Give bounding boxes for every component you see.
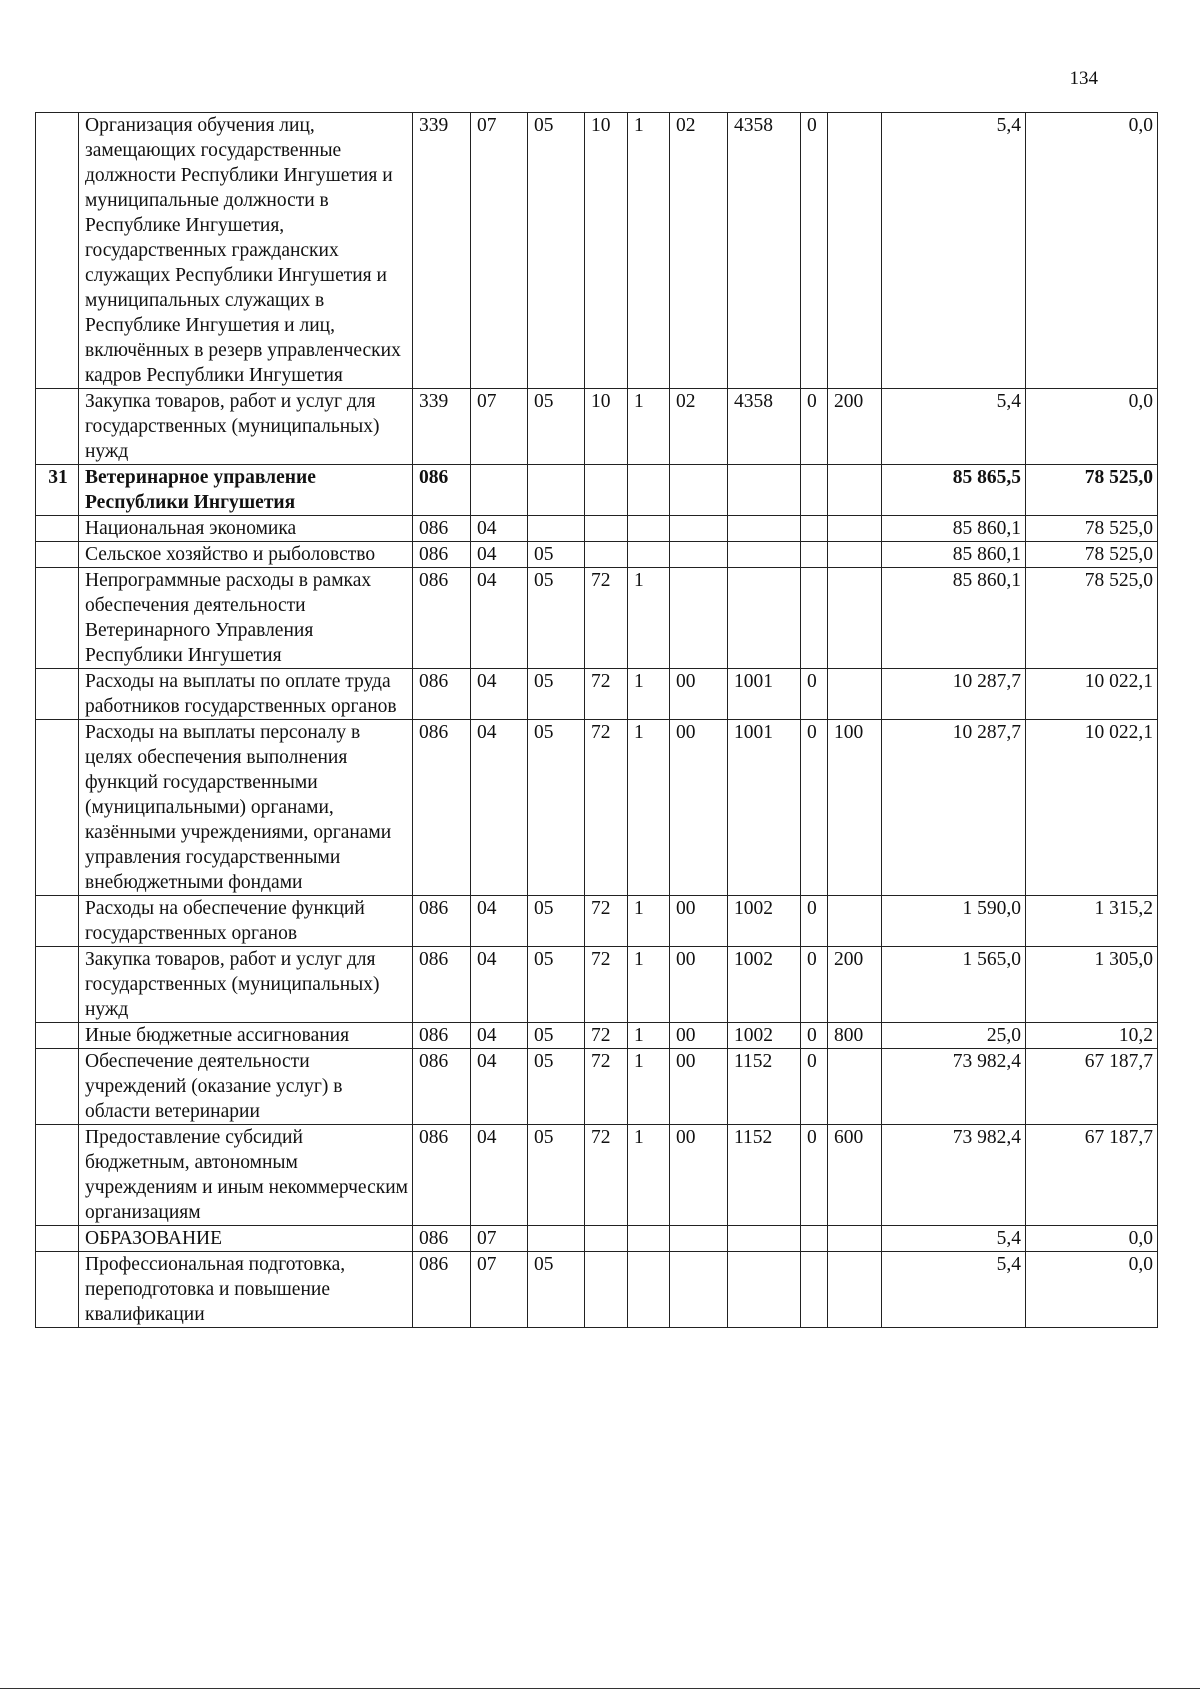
code-subprogram: 1 bbox=[628, 568, 670, 669]
row-index bbox=[36, 947, 79, 1023]
code-subsection: 05 bbox=[528, 1125, 585, 1226]
code-section: 07 bbox=[471, 1226, 528, 1252]
row-index bbox=[36, 669, 79, 720]
row-name: Сельское хозяйство и рыболовство bbox=[79, 542, 413, 568]
code-program: 10 bbox=[585, 113, 628, 389]
code-activity: 00 bbox=[670, 720, 728, 896]
row-index bbox=[36, 568, 79, 669]
code-expense-type: 600 bbox=[828, 1125, 882, 1226]
code-direction: 4358 bbox=[728, 389, 801, 465]
code-digit: 0 bbox=[801, 389, 828, 465]
code-expense-type: 100 bbox=[828, 720, 882, 896]
row-index bbox=[36, 720, 79, 896]
row-index bbox=[36, 1049, 79, 1125]
code-program: 72 bbox=[585, 1049, 628, 1125]
value-actual: 1 315,2 bbox=[1026, 896, 1158, 947]
code-subprogram: 1 bbox=[628, 896, 670, 947]
code-ministry: 086 bbox=[413, 1125, 471, 1226]
code-activity bbox=[670, 568, 728, 669]
code-direction: 1002 bbox=[728, 1023, 801, 1049]
value-actual: 67 187,7 bbox=[1026, 1125, 1158, 1226]
code-activity: 00 bbox=[670, 896, 728, 947]
code-expense-type: 800 bbox=[828, 1023, 882, 1049]
code-program bbox=[585, 465, 628, 516]
table-row bbox=[36, 896, 1158, 947]
value-plan: 1 565,0 bbox=[882, 947, 1026, 1023]
code-section: 04 bbox=[471, 896, 528, 947]
code-program bbox=[585, 516, 628, 542]
value-plan: 5,4 bbox=[882, 1226, 1026, 1252]
code-expense-type bbox=[828, 669, 882, 720]
code-program: 72 bbox=[585, 896, 628, 947]
row-name: Профессиональная подготовка, переподготовка и повышение квалификации bbox=[79, 1252, 413, 1328]
code-activity bbox=[670, 542, 728, 568]
code-section: 04 bbox=[471, 1049, 528, 1125]
code-ministry: 086 bbox=[413, 542, 471, 568]
code-activity: 00 bbox=[670, 1049, 728, 1125]
code-section: 07 bbox=[471, 113, 528, 389]
code-subsection: 05 bbox=[528, 669, 585, 720]
code-section: 04 bbox=[471, 669, 528, 720]
code-direction bbox=[728, 542, 801, 568]
table-row bbox=[36, 465, 1158, 516]
code-ministry: 339 bbox=[413, 389, 471, 465]
table-row bbox=[36, 1049, 1158, 1125]
value-actual: 0,0 bbox=[1026, 113, 1158, 389]
code-expense-type bbox=[828, 1226, 882, 1252]
code-program bbox=[585, 542, 628, 568]
value-plan: 73 982,4 bbox=[882, 1125, 1026, 1226]
code-ministry: 086 bbox=[413, 669, 471, 720]
code-subprogram: 1 bbox=[628, 1023, 670, 1049]
code-digit: 0 bbox=[801, 1125, 828, 1226]
row-name: Расходы на выплаты персоналу в целях обеспечения выполнения функций государственными (муниципальными) органами, казёнными учреждениями, органами управления государственными внебюджетными фондами bbox=[79, 720, 413, 896]
code-activity bbox=[670, 516, 728, 542]
code-subprogram bbox=[628, 516, 670, 542]
code-ministry: 086 bbox=[413, 465, 471, 516]
code-activity bbox=[670, 465, 728, 516]
table-body bbox=[36, 113, 1158, 1328]
code-program: 72 bbox=[585, 669, 628, 720]
value-plan: 85 860,1 bbox=[882, 568, 1026, 669]
code-activity bbox=[670, 1226, 728, 1252]
code-section: 04 bbox=[471, 1023, 528, 1049]
code-direction bbox=[728, 465, 801, 516]
code-subsection: 05 bbox=[528, 1252, 585, 1328]
code-ministry: 086 bbox=[413, 947, 471, 1023]
code-digit: 0 bbox=[801, 1049, 828, 1125]
code-program: 10 bbox=[585, 389, 628, 465]
code-subprogram: 1 bbox=[628, 947, 670, 1023]
code-subsection: 05 bbox=[528, 113, 585, 389]
code-digit bbox=[801, 1252, 828, 1328]
row-name: Иные бюджетные ассигнования bbox=[79, 1023, 413, 1049]
value-plan: 73 982,4 bbox=[882, 1049, 1026, 1125]
row-name: Расходы на выплаты по оплате труда работников государственных органов bbox=[79, 669, 413, 720]
code-section: 07 bbox=[471, 1252, 528, 1328]
row-name: Расходы на обеспечение функций государственных органов bbox=[79, 896, 413, 947]
code-subsection bbox=[528, 1226, 585, 1252]
value-plan: 5,4 bbox=[882, 1252, 1026, 1328]
code-activity: 00 bbox=[670, 1125, 728, 1226]
code-digit bbox=[801, 542, 828, 568]
value-actual: 1 305,0 bbox=[1026, 947, 1158, 1023]
table-row bbox=[36, 516, 1158, 542]
row-index bbox=[36, 113, 79, 389]
code-ministry: 086 bbox=[413, 1226, 471, 1252]
code-section: 04 bbox=[471, 1125, 528, 1226]
code-direction bbox=[728, 1226, 801, 1252]
code-section bbox=[471, 465, 528, 516]
code-subsection: 05 bbox=[528, 1023, 585, 1049]
code-activity: 02 bbox=[670, 113, 728, 389]
code-direction: 1002 bbox=[728, 947, 801, 1023]
code-digit: 0 bbox=[801, 720, 828, 896]
code-digit: 0 bbox=[801, 669, 828, 720]
code-subsection: 05 bbox=[528, 947, 585, 1023]
code-program: 72 bbox=[585, 947, 628, 1023]
row-name: ОБРАЗОВАНИЕ bbox=[79, 1226, 413, 1252]
value-actual: 78 525,0 bbox=[1026, 465, 1158, 516]
code-section: 04 bbox=[471, 720, 528, 896]
code-activity: 02 bbox=[670, 389, 728, 465]
code-expense-type bbox=[828, 113, 882, 389]
value-actual: 10 022,1 bbox=[1026, 720, 1158, 896]
code-ministry: 339 bbox=[413, 113, 471, 389]
row-name: Непрограммные расходы в рамках обеспечения деятельности Ветеринарного Управления Республики Ингушетия bbox=[79, 568, 413, 669]
value-plan: 1 590,0 bbox=[882, 896, 1026, 947]
code-subprogram: 1 bbox=[628, 113, 670, 389]
code-subprogram: 1 bbox=[628, 389, 670, 465]
code-section: 04 bbox=[471, 542, 528, 568]
code-subprogram bbox=[628, 542, 670, 568]
code-program: 72 bbox=[585, 720, 628, 896]
value-actual: 10 022,1 bbox=[1026, 669, 1158, 720]
code-direction: 1001 bbox=[728, 669, 801, 720]
table-row bbox=[36, 389, 1158, 465]
code-subprogram bbox=[628, 1252, 670, 1328]
code-program: 72 bbox=[585, 1023, 628, 1049]
table-row bbox=[36, 947, 1158, 1023]
code-expense-type bbox=[828, 465, 882, 516]
row-name: Предоставление субсидий бюджетным, автономным учреждениям и иным некоммерческим организациям bbox=[79, 1125, 413, 1226]
value-actual: 78 525,0 bbox=[1026, 542, 1158, 568]
code-ministry: 086 bbox=[413, 1023, 471, 1049]
row-index bbox=[36, 1023, 79, 1049]
code-activity: 00 bbox=[670, 1023, 728, 1049]
code-section: 04 bbox=[471, 568, 528, 669]
code-expense-type bbox=[828, 516, 882, 542]
code-subprogram bbox=[628, 1226, 670, 1252]
code-direction: 1001 bbox=[728, 720, 801, 896]
table-row bbox=[36, 542, 1158, 568]
code-digit: 0 bbox=[801, 896, 828, 947]
budget-table bbox=[35, 112, 1158, 1328]
table-row bbox=[36, 1226, 1158, 1252]
value-actual: 10,2 bbox=[1026, 1023, 1158, 1049]
code-subsection: 05 bbox=[528, 1049, 585, 1125]
table-row bbox=[36, 669, 1158, 720]
code-expense-type: 200 bbox=[828, 947, 882, 1023]
code-direction: 1152 bbox=[728, 1049, 801, 1125]
code-section: 07 bbox=[471, 389, 528, 465]
value-plan: 5,4 bbox=[882, 389, 1026, 465]
code-program: 72 bbox=[585, 1125, 628, 1226]
row-index bbox=[36, 1125, 79, 1226]
value-actual: 0,0 bbox=[1026, 389, 1158, 465]
code-subsection: 05 bbox=[528, 720, 585, 896]
code-ministry: 086 bbox=[413, 568, 471, 669]
code-expense-type bbox=[828, 542, 882, 568]
code-activity bbox=[670, 1252, 728, 1328]
code-digit bbox=[801, 516, 828, 542]
table-row bbox=[36, 1023, 1158, 1049]
row-index bbox=[36, 389, 79, 465]
code-section: 04 bbox=[471, 947, 528, 1023]
row-index bbox=[36, 542, 79, 568]
value-plan: 85 865,5 bbox=[882, 465, 1026, 516]
code-expense-type bbox=[828, 1049, 882, 1125]
row-index: 31 bbox=[36, 465, 79, 516]
page-bottom-rule bbox=[0, 1688, 1200, 1689]
row-index bbox=[36, 896, 79, 947]
value-actual: 78 525,0 bbox=[1026, 568, 1158, 669]
value-actual: 78 525,0 bbox=[1026, 516, 1158, 542]
row-name: Закупка товаров, работ и услуг для государственных (муниципальных) нужд bbox=[79, 947, 413, 1023]
code-subsection: 05 bbox=[528, 896, 585, 947]
code-activity: 00 bbox=[670, 669, 728, 720]
code-subprogram: 1 bbox=[628, 669, 670, 720]
code-expense-type bbox=[828, 1252, 882, 1328]
table-row bbox=[36, 568, 1158, 669]
value-plan: 5,4 bbox=[882, 113, 1026, 389]
row-name: Национальная экономика bbox=[79, 516, 413, 542]
code-direction: 4358 bbox=[728, 113, 801, 389]
code-digit bbox=[801, 465, 828, 516]
code-ministry: 086 bbox=[413, 1252, 471, 1328]
table-row bbox=[36, 1125, 1158, 1226]
code-digit: 0 bbox=[801, 113, 828, 389]
row-index bbox=[36, 1226, 79, 1252]
code-subprogram: 1 bbox=[628, 720, 670, 896]
table-row bbox=[36, 1252, 1158, 1328]
row-index bbox=[36, 516, 79, 542]
code-subprogram: 1 bbox=[628, 1125, 670, 1226]
page-number: 134 bbox=[1069, 68, 1098, 89]
code-subprogram: 1 bbox=[628, 1049, 670, 1125]
value-actual: 0,0 bbox=[1026, 1252, 1158, 1328]
code-ministry: 086 bbox=[413, 1049, 471, 1125]
value-plan: 25,0 bbox=[882, 1023, 1026, 1049]
code-program bbox=[585, 1226, 628, 1252]
code-digit bbox=[801, 1226, 828, 1252]
value-plan: 85 860,1 bbox=[882, 516, 1026, 542]
code-subprogram bbox=[628, 465, 670, 516]
row-name: Обеспечение деятельности учреждений (оказание услуг) в области ветеринарии bbox=[79, 1049, 413, 1125]
code-subsection: 05 bbox=[528, 389, 585, 465]
code-activity: 00 bbox=[670, 947, 728, 1023]
code-ministry: 086 bbox=[413, 516, 471, 542]
value-actual: 0,0 bbox=[1026, 1226, 1158, 1252]
value-plan: 85 860,1 bbox=[882, 542, 1026, 568]
code-subsection bbox=[528, 465, 585, 516]
code-subsection: 05 bbox=[528, 568, 585, 669]
value-plan: 10 287,7 bbox=[882, 720, 1026, 896]
code-digit: 0 bbox=[801, 1023, 828, 1049]
code-program: 72 bbox=[585, 568, 628, 669]
code-ministry: 086 bbox=[413, 896, 471, 947]
code-program bbox=[585, 1252, 628, 1328]
code-subsection: 05 bbox=[528, 542, 585, 568]
code-digit: 0 bbox=[801, 947, 828, 1023]
row-name: Организация обучения лиц, замещающих государственные должности Республики Ингушетия и муниципальные должности в Республике Ингушетия, государственных гражданских служащих Республики Ингушетия и муниципальных служащих в Республике Ингушетия и лиц, включённых в резерв управленческих кадров Республики Ингушетия bbox=[79, 113, 413, 389]
code-direction bbox=[728, 1252, 801, 1328]
code-direction: 1002 bbox=[728, 896, 801, 947]
row-name: Ветеринарное управление Республики Ингушетия bbox=[79, 465, 413, 516]
code-ministry: 086 bbox=[413, 720, 471, 896]
value-actual: 67 187,7 bbox=[1026, 1049, 1158, 1125]
row-index bbox=[36, 1252, 79, 1328]
code-direction bbox=[728, 568, 801, 669]
table-row bbox=[36, 113, 1158, 389]
code-digit bbox=[801, 568, 828, 669]
value-plan: 10 287,7 bbox=[882, 669, 1026, 720]
code-expense-type bbox=[828, 896, 882, 947]
code-subsection bbox=[528, 516, 585, 542]
code-direction: 1152 bbox=[728, 1125, 801, 1226]
code-expense-type bbox=[828, 568, 882, 669]
row-name: Закупка товаров, работ и услуг для государственных (муниципальных) нужд bbox=[79, 389, 413, 465]
code-section: 04 bbox=[471, 516, 528, 542]
code-direction bbox=[728, 516, 801, 542]
table-row bbox=[36, 720, 1158, 896]
code-expense-type: 200 bbox=[828, 389, 882, 465]
